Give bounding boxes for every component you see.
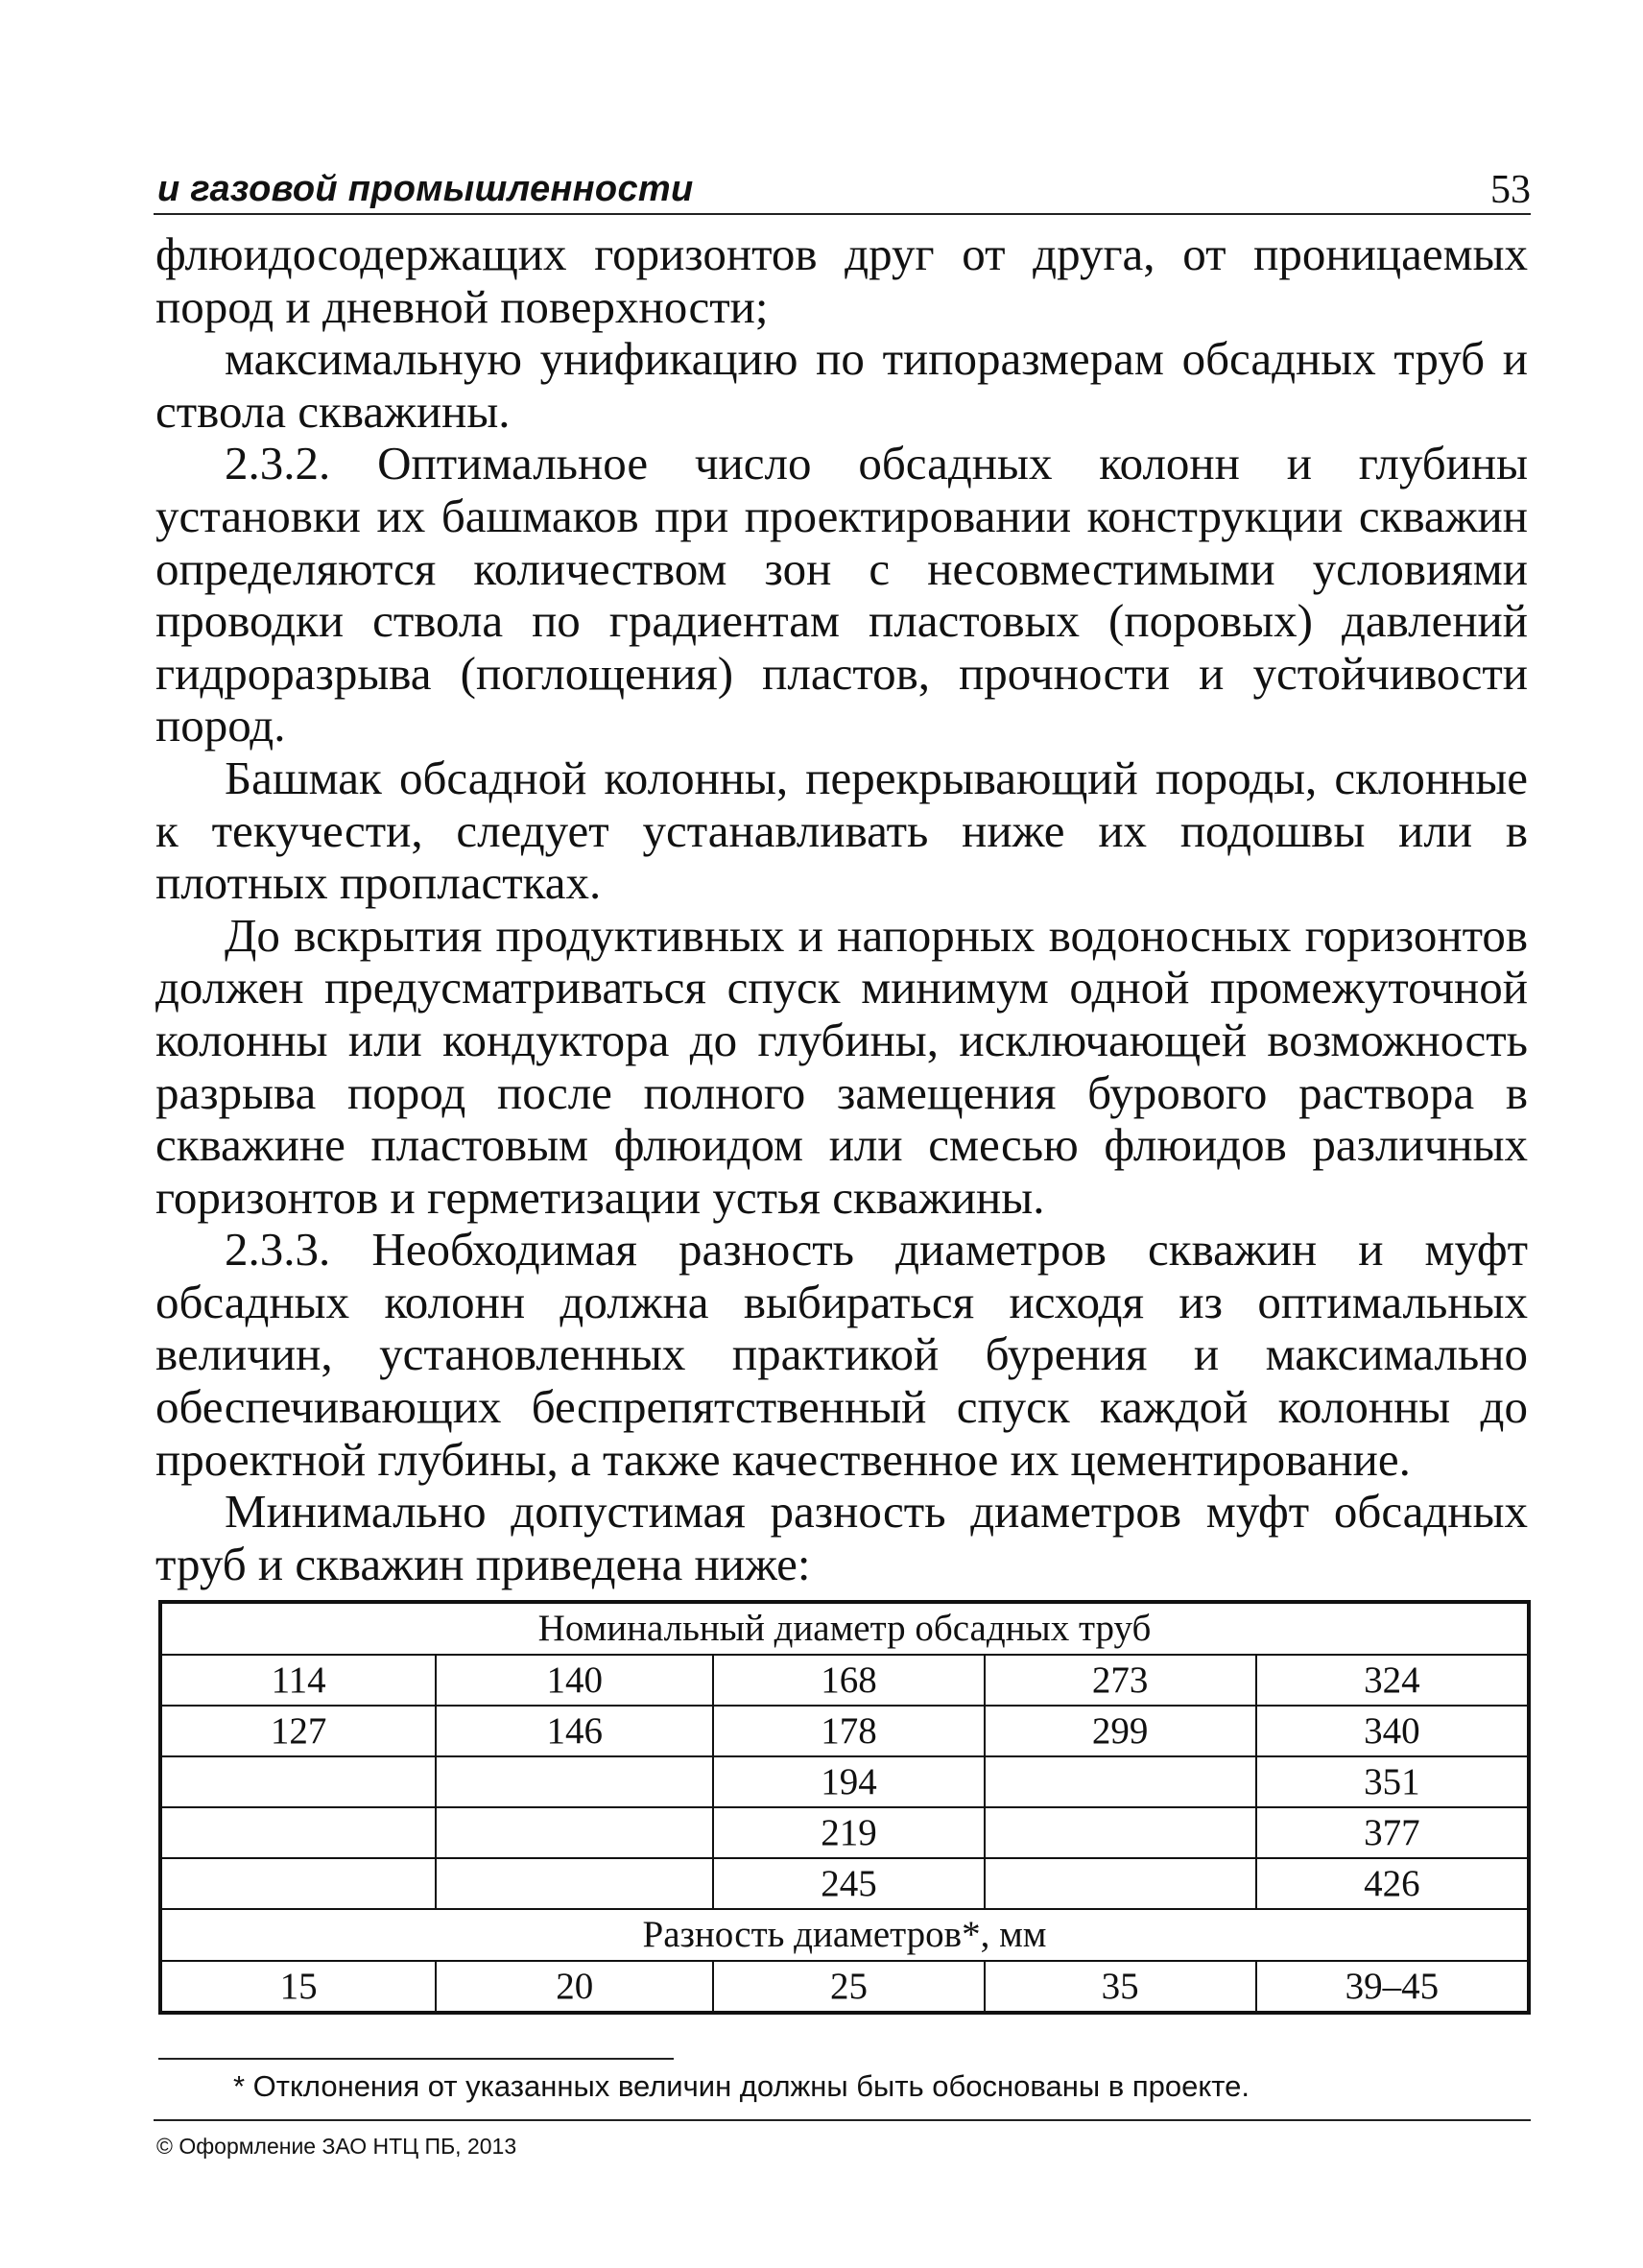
table-cell: 35 [985, 1961, 1256, 2013]
table-cell: 146 [436, 1706, 713, 1756]
table-cell: 340 [1256, 1706, 1529, 1756]
table-header-nominal-diameter: Номинальный диаметр обсадных труб [160, 1602, 1529, 1655]
table-cell [436, 1756, 713, 1807]
table-cell: 273 [985, 1655, 1256, 1706]
paragraph: максимальную унификацию по типоразмерам обсадных труб и ствола скважины. [155, 332, 1528, 438]
table-cell [160, 1756, 436, 1807]
table-cell [160, 1858, 436, 1909]
table-cell: 324 [1256, 1655, 1529, 1706]
table-cell: 114 [160, 1655, 436, 1706]
table-cell [985, 1756, 1256, 1807]
copyright-notice: © Оформление ЗАО НТЦ ПБ, 2013 [156, 2134, 517, 2159]
paragraph: 2.3.2. Оптимальное число обсадных колонн и глубины установки их башмаков при проектировании конструкции скважин определяются количеством зон с несовместимыми условиями проводки ствола по градиентам пластовых (поровых) давлений гидроразрыва (поглощения) пластов, прочности и устойчивости пород. [155, 437, 1528, 752]
paragraph: Минимально допустимая разность диаметров муфт обсадных труб и скважин приведена ниже: [155, 1485, 1528, 1590]
table-header-row [160, 1909, 1529, 1961]
table-cell: 299 [985, 1706, 1256, 1756]
table-row [160, 1807, 1529, 1858]
table-row [160, 1858, 1529, 1909]
table-cell [436, 1858, 713, 1909]
table-cell: 140 [436, 1655, 713, 1706]
table-cell: 20 [436, 1961, 713, 2013]
table-cell: 39–45 [1256, 1961, 1529, 2013]
table-row [160, 1706, 1529, 1756]
table-cell: 178 [713, 1706, 984, 1756]
table-cell: 219 [713, 1807, 984, 1858]
table-cell: 168 [713, 1655, 984, 1706]
paragraph: До вскрытия продуктивных и напорных водоносных горизонтов должен предусматриваться спуск минимум одной промежуточной колонны или кондуктора до глубины, исключающей возможность разрыва пород после полного замещения бурового раствора в скважине пластовым флюидом или смесью флюидов различных горизонтов и герметизации устья скважины. [155, 908, 1528, 1224]
table-cell: 377 [1256, 1807, 1529, 1858]
table-cell: 15 [160, 1961, 436, 2013]
table-cell: 127 [160, 1706, 436, 1756]
paragraph: флюидосодержащих горизонтов друг от друга, от проницаемых пород и дневной поверхности; [155, 227, 1528, 333]
footnote: * Отклонения от указанных величин должны быть обоснованы в проекте. [233, 2069, 1250, 2103]
running-header-title: и газовой промышленности [157, 169, 694, 209]
table-cell [160, 1807, 436, 1858]
body-text [155, 228, 1528, 1590]
page-number: 53 [1490, 168, 1531, 212]
table-header-diameter-difference: Разность диаметров*, мм [160, 1909, 1529, 1961]
table-row [160, 1655, 1529, 1706]
table-cell [985, 1807, 1256, 1858]
table-cell: 245 [713, 1858, 984, 1909]
paragraph: 2.3.3. Необходимая разность диаметров скважин и муфт обсадных колонн должна выбираться исходя из оптимальных величин, установленных практикой бурения и максимально обеспечивающих беспрепятственный спуск каждой колонны до проектной глубины, а также качественное их цементирование. [155, 1223, 1528, 1486]
table-cell: 25 [713, 1961, 984, 2013]
table-cell: 351 [1256, 1756, 1529, 1807]
table-cell [985, 1858, 1256, 1909]
running-header [154, 165, 1531, 215]
table-cell: 426 [1256, 1858, 1529, 1909]
table-header-row [160, 1602, 1529, 1655]
table-row [160, 1961, 1529, 2013]
diameter-table [158, 1600, 1531, 2015]
table-cell [436, 1807, 713, 1858]
footer-divider [154, 2119, 1531, 2121]
footnote-divider [158, 2058, 674, 2060]
paragraph: Башмак обсадной колонны, перекрывающий породы, склонные к текучести, следует устанавливать ниже их подошвы или в плотных пропластках. [155, 751, 1528, 910]
table-cell: 194 [713, 1756, 984, 1807]
table-row [160, 1756, 1529, 1807]
